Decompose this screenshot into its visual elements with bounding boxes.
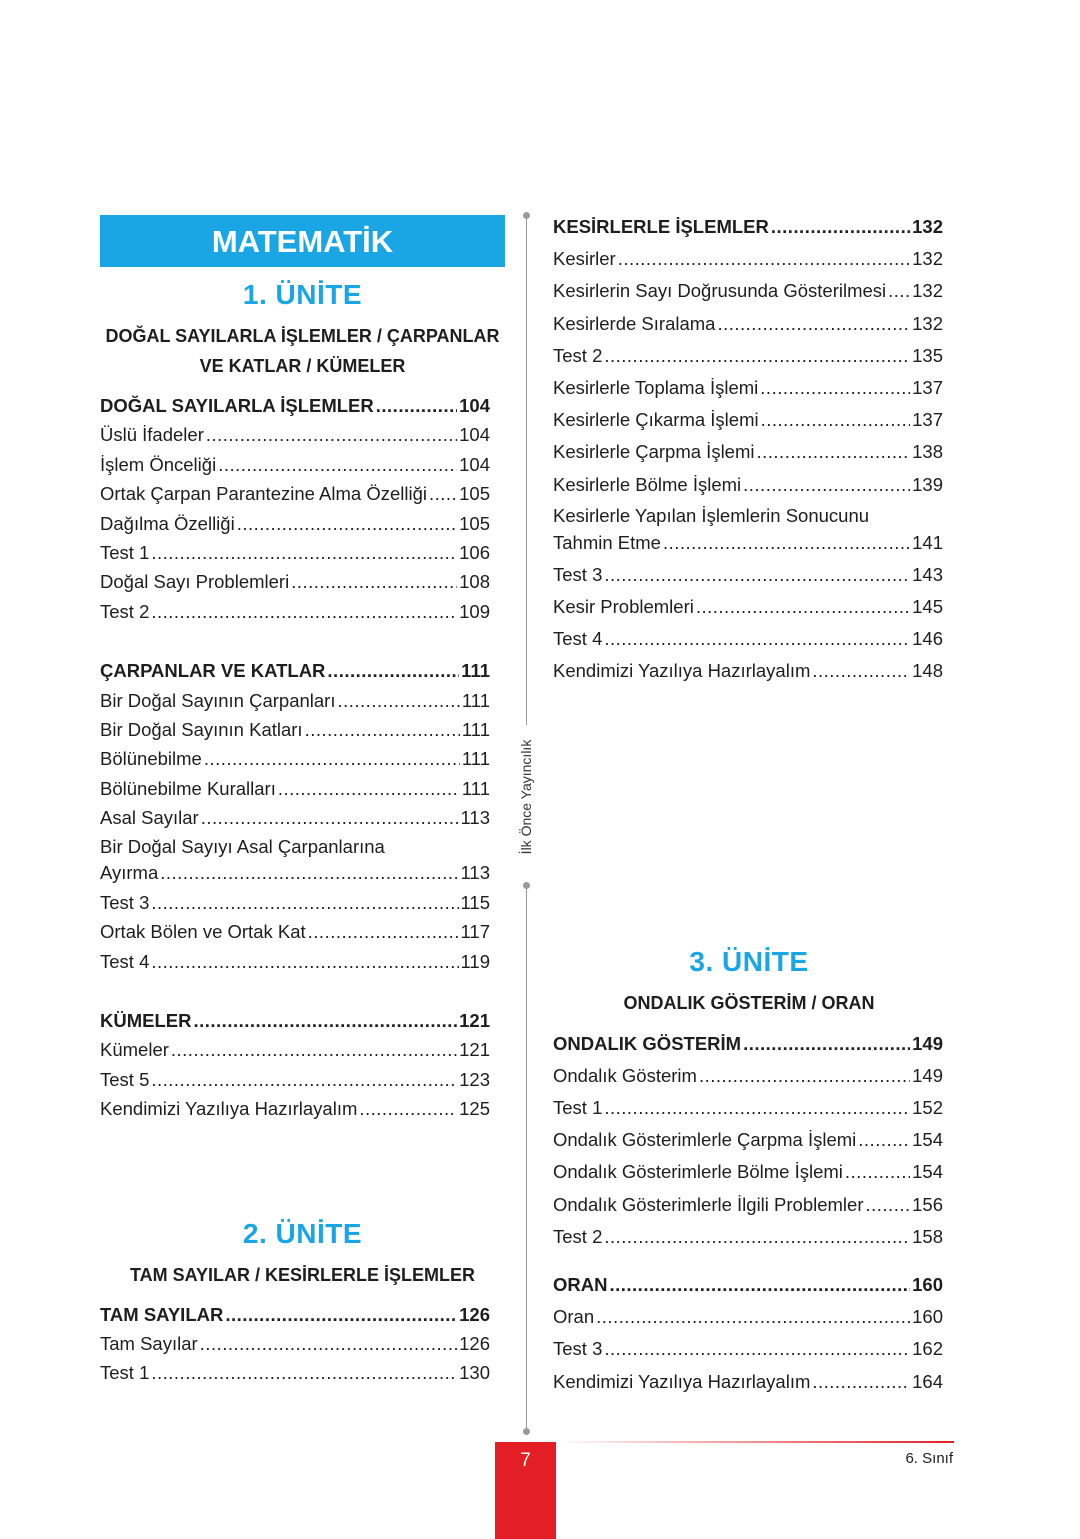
toc-entry[interactable] bbox=[553, 1156, 943, 1188]
toc-entry[interactable] bbox=[553, 1333, 943, 1365]
toc-entry-title: Ondalık Gösterimlerle İlgili Problemler bbox=[553, 1193, 864, 1215]
toc-entry-page: 123 bbox=[459, 1068, 490, 1090]
toc-entry-page: 149 bbox=[912, 1064, 943, 1086]
toc-entry-wrap-line[interactable]: Bir Doğal Sayıyı Asal Çarpanlarına bbox=[100, 836, 385, 858]
toc-entry[interactable] bbox=[553, 243, 943, 275]
toc-entry-page: 111 bbox=[461, 689, 490, 711]
toc-entry-page: 149 bbox=[912, 1032, 943, 1054]
toc-entry[interactable] bbox=[553, 1221, 943, 1253]
dot-leader bbox=[604, 1092, 910, 1124]
toc-entry-title: Doğal Sayı Problemleri bbox=[100, 571, 290, 593]
toc-entry[interactable] bbox=[553, 404, 943, 436]
toc-entry-title: Bölünebilme bbox=[100, 748, 202, 770]
toc-entry-title: Kendimizi Yazılıya Hazırlayalım bbox=[100, 1098, 358, 1120]
unit2-title: 2. ÜNİTE bbox=[242, 1217, 363, 1249]
dot-leader bbox=[618, 243, 910, 275]
toc-heading[interactable] bbox=[100, 1300, 490, 1329]
toc-entry-title: Tam Sayılar bbox=[100, 1332, 198, 1354]
toc-entry[interactable] bbox=[553, 1301, 943, 1333]
toc-entry-page: 141 bbox=[912, 531, 943, 553]
dot-leader bbox=[760, 372, 910, 404]
toc-entry-page: 126 bbox=[459, 1303, 490, 1325]
dot-leader bbox=[151, 1065, 457, 1094]
toc-entry-title: Test 2 bbox=[100, 600, 150, 622]
toc-entry[interactable] bbox=[553, 1189, 943, 1221]
dot-leader bbox=[337, 686, 459, 715]
dot-leader bbox=[206, 420, 457, 449]
dot-leader bbox=[604, 623, 910, 655]
toc-entry[interactable] bbox=[100, 947, 490, 976]
dot-leader bbox=[696, 591, 910, 623]
dot-leader bbox=[604, 1333, 910, 1365]
toc-entry-title: Ortak Çarpan Parantezine Alma Özelliği bbox=[100, 483, 427, 505]
toc-entry[interactable] bbox=[100, 917, 490, 946]
dot-leader bbox=[201, 803, 459, 832]
toc-entry-title: Kesirlerle Çıkarma İşlemi bbox=[553, 409, 759, 431]
toc-entry[interactable] bbox=[553, 340, 943, 372]
dot-leader bbox=[200, 1329, 457, 1358]
toc-entry-page: 135 bbox=[912, 344, 943, 366]
dot-leader bbox=[604, 340, 910, 372]
publisher-side-text: İlk Önce Yayıncılık bbox=[518, 739, 534, 855]
toc-entry-page: 105 bbox=[459, 483, 490, 505]
toc-entry-page: 132 bbox=[912, 280, 943, 302]
toc-entry-title: Kesirlerle Bölme İşlemi bbox=[553, 473, 742, 495]
toc-entry-title: Bölünebilme Kuralları bbox=[100, 777, 276, 799]
toc-entry-page: 125 bbox=[459, 1098, 490, 1120]
column-divider-bottom bbox=[526, 885, 527, 1430]
unit3-title: 3. ÜNİTE bbox=[689, 945, 809, 977]
dot-leader bbox=[717, 308, 910, 340]
toc-entry-page: 111 bbox=[461, 777, 490, 799]
toc-section bbox=[553, 211, 945, 688]
toc-entry-title: Test 3 bbox=[553, 1338, 603, 1360]
toc-entry-page: 108 bbox=[459, 571, 490, 593]
toc-entry-page: 105 bbox=[459, 512, 490, 534]
subject-banner: MATEMATİK bbox=[100, 215, 505, 267]
column-divider-top bbox=[526, 215, 527, 725]
toc-entry-page: 156 bbox=[912, 1193, 943, 1215]
toc-entry-title: Test 5 bbox=[100, 1068, 150, 1090]
dot-leader bbox=[308, 917, 459, 946]
toc-entry[interactable] bbox=[100, 597, 490, 626]
toc-entry-page: 132 bbox=[912, 312, 943, 334]
toc-entry-title: Kesirlerin Sayı Doğrusunda Gösterilmesi bbox=[553, 280, 887, 302]
toc-heading[interactable] bbox=[553, 1269, 943, 1301]
toc-entry-page: 139 bbox=[912, 473, 943, 495]
dot-leader bbox=[596, 1301, 910, 1333]
dot-leader bbox=[663, 527, 910, 559]
toc-entry-page: 126 bbox=[459, 1332, 490, 1354]
toc-entry-page: 137 bbox=[912, 376, 943, 398]
toc-entry-title: Test 4 bbox=[100, 950, 150, 972]
dot-leader bbox=[858, 1124, 910, 1156]
toc-entry-title: Asal Sayılar bbox=[100, 807, 199, 829]
dot-leader bbox=[151, 947, 458, 976]
toc-entry-title: DOĞAL SAYILARLA İŞLEMLER bbox=[100, 395, 374, 416]
dot-leader bbox=[225, 1300, 457, 1329]
toc-entry-title: KESİRLERLE İŞLEMLER bbox=[553, 216, 769, 237]
dot-leader bbox=[771, 211, 910, 243]
dot-leader bbox=[151, 1358, 457, 1387]
toc-entry-title: Kesirlerle Toplama İşlemi bbox=[553, 376, 759, 398]
toc-section bbox=[100, 391, 505, 626]
dot-leader bbox=[151, 597, 457, 626]
toc-heading[interactable] bbox=[100, 656, 490, 685]
toc-entry-page: 154 bbox=[912, 1129, 943, 1151]
toc-entry-title: Kesir Problemleri bbox=[553, 596, 694, 618]
toc-entry-title: Bir Doğal Sayının Katları bbox=[100, 718, 303, 740]
toc-entry-title: ÇARPANLAR VE KATLAR bbox=[100, 660, 326, 682]
toc-entry-title: Kesirler bbox=[553, 248, 616, 270]
toc-entry-page: 104 bbox=[459, 395, 490, 416]
dot-leader bbox=[845, 1156, 910, 1188]
dot-leader bbox=[604, 559, 910, 591]
dot-leader bbox=[193, 1006, 457, 1035]
toc-entry-page: 160 bbox=[912, 1273, 943, 1295]
toc-entry-page: 130 bbox=[459, 1362, 490, 1384]
toc-entry[interactable] bbox=[100, 888, 490, 917]
toc-entry-title: Ortak Bölen ve Ortak Kat bbox=[100, 921, 306, 943]
toc-entry-page: 158 bbox=[912, 1225, 943, 1247]
toc-heading[interactable] bbox=[100, 1006, 490, 1035]
toc-entry-page: 119 bbox=[460, 950, 490, 972]
toc-entry[interactable] bbox=[553, 623, 943, 655]
toc-entry-title: Ayırma bbox=[100, 862, 159, 884]
toc-entry[interactable] bbox=[553, 372, 943, 404]
toc-entry-page: 104 bbox=[459, 453, 490, 475]
unit1-subtitle-line2: VE KATLAR / KÜMELER bbox=[199, 356, 406, 376]
toc-section bbox=[100, 1300, 505, 1388]
toc-entry[interactable] bbox=[100, 1358, 490, 1387]
toc-entry[interactable] bbox=[100, 450, 490, 479]
divider-dot-bottom bbox=[523, 1428, 530, 1435]
toc-entry-title: Test 2 bbox=[553, 344, 603, 366]
dot-leader bbox=[888, 275, 910, 307]
unit1-title: 1. ÜNİTE bbox=[242, 279, 363, 310]
dot-leader bbox=[171, 1035, 457, 1064]
toc-entry[interactable] bbox=[553, 559, 943, 591]
toc-entry[interactable] bbox=[100, 774, 490, 803]
page-number: 7 bbox=[520, 1450, 531, 1471]
dot-leader bbox=[204, 744, 460, 773]
toc-entry-title: Kendimizi Yazılıya Hazırlayalım bbox=[553, 660, 811, 682]
dot-leader bbox=[812, 1366, 910, 1398]
dot-leader bbox=[305, 715, 460, 744]
dot-leader bbox=[359, 1094, 457, 1123]
toc-entry[interactable] bbox=[553, 436, 943, 468]
toc-entry-page: 162 bbox=[912, 1338, 943, 1360]
toc-entry-page: 146 bbox=[912, 628, 943, 650]
dot-leader bbox=[327, 656, 459, 685]
toc-entry-page: 117 bbox=[460, 921, 490, 943]
toc-entry-page: 113 bbox=[460, 862, 490, 884]
toc-heading[interactable] bbox=[100, 391, 490, 420]
right-column bbox=[553, 211, 945, 1398]
toc-entry-title: Kesirlerle Çarpma İşlemi bbox=[553, 441, 755, 463]
dot-leader bbox=[743, 469, 910, 501]
toc-entry-title: KÜMELER bbox=[100, 1010, 192, 1032]
toc-entry-title: Oran bbox=[553, 1306, 595, 1328]
toc-entry[interactable] bbox=[100, 715, 490, 744]
dot-leader bbox=[757, 436, 911, 468]
unit2-subtitle: TAM SAYILAR / KESİRLERLE İŞLEMLER bbox=[129, 1264, 476, 1285]
dot-leader bbox=[429, 479, 457, 508]
toc-section bbox=[553, 1269, 945, 1398]
unit1-subtitle bbox=[100, 321, 505, 381]
toc-entry[interactable] bbox=[553, 591, 943, 623]
toc-entry[interactable] bbox=[100, 1035, 490, 1064]
toc-entry-title: Bir Doğal Sayının Çarpanları bbox=[100, 689, 336, 711]
toc-section bbox=[553, 1028, 945, 1253]
toc-entry-title: Kendimizi Yazılıya Hazırlayalım bbox=[553, 1370, 811, 1392]
toc-entry-page: 111 bbox=[461, 748, 490, 770]
toc-entry-page: 115 bbox=[460, 891, 490, 913]
unit3-subtitle: ONDALIK GÖSTERİM / ORAN bbox=[623, 992, 875, 1013]
toc-entry[interactable] bbox=[100, 1329, 490, 1358]
toc-entry-page: 111 bbox=[461, 660, 490, 682]
dot-leader bbox=[812, 655, 910, 687]
toc-entry-page: 104 bbox=[459, 424, 490, 446]
toc-entry-title: ONDALIK GÖSTERİM bbox=[553, 1032, 742, 1054]
toc-entry-page: 152 bbox=[912, 1097, 943, 1118]
toc-entry-title: Kesirlerde Sıralama bbox=[553, 312, 716, 334]
toc-entry-title: İşlem Önceliği bbox=[100, 453, 217, 475]
toc-entry-page: 148 bbox=[912, 660, 943, 682]
footer-line bbox=[556, 1441, 954, 1443]
dot-leader bbox=[699, 1060, 910, 1092]
toc-entry-page: 109 bbox=[459, 600, 490, 622]
toc-entry-page: 138 bbox=[912, 441, 943, 463]
toc-entry[interactable] bbox=[100, 420, 490, 449]
dot-leader bbox=[609, 1269, 910, 1301]
toc-entry[interactable] bbox=[100, 803, 490, 832]
toc-entry-page: 106 bbox=[459, 541, 490, 563]
toc-entry-title: Tahmin Etme bbox=[553, 531, 661, 553]
toc-heading[interactable] bbox=[553, 1028, 943, 1060]
dot-leader bbox=[278, 774, 460, 803]
toc-entry[interactable] bbox=[553, 1092, 943, 1124]
grade-label: 6. Sınıf bbox=[905, 1450, 953, 1467]
toc-entry-title: Ondalık Gösterim bbox=[553, 1064, 697, 1086]
toc-entry[interactable] bbox=[553, 655, 943, 687]
toc-entry[interactable] bbox=[553, 1124, 943, 1156]
toc-entry-page: 121 bbox=[459, 1010, 490, 1032]
toc-entry-page: 132 bbox=[912, 248, 943, 270]
dot-leader bbox=[151, 538, 457, 567]
toc-entry-title: Test 4 bbox=[553, 628, 603, 650]
dot-leader bbox=[376, 391, 457, 420]
dot-leader bbox=[761, 404, 911, 436]
toc-entry-title: Test 3 bbox=[100, 891, 150, 913]
toc-entry-title: Test 1 bbox=[100, 1362, 150, 1384]
toc-entry-title: Dağılma Özelliği bbox=[100, 512, 235, 534]
toc-entry[interactable] bbox=[553, 275, 943, 307]
toc-entry-title: Test 3 bbox=[553, 563, 603, 585]
toc-section bbox=[100, 656, 505, 976]
toc-entry-title: Kümeler bbox=[100, 1039, 169, 1061]
toc-entry[interactable] bbox=[553, 1060, 943, 1092]
dot-leader bbox=[866, 1189, 911, 1221]
toc-entry[interactable] bbox=[553, 527, 943, 559]
dot-leader bbox=[604, 1221, 910, 1253]
toc-entry-page: 154 bbox=[912, 1161, 943, 1183]
toc-entry[interactable] bbox=[553, 1366, 943, 1398]
toc-entry-page: 164 bbox=[912, 1370, 943, 1392]
toc-entry-wrap-line[interactable]: Kesirlerle Yapılan İşlemlerin Sonucunu bbox=[553, 504, 870, 526]
unit1-subtitle-line1: DOĞAL SAYILARLA İŞLEMLER / ÇARPANLAR bbox=[105, 326, 500, 346]
toc-entry[interactable] bbox=[100, 1065, 490, 1094]
dot-leader bbox=[160, 858, 458, 887]
dot-leader bbox=[743, 1028, 910, 1060]
toc-entry[interactable] bbox=[100, 1094, 490, 1123]
toc-entry[interactable] bbox=[100, 479, 490, 508]
toc-entry-title: Test 2 bbox=[553, 1225, 603, 1247]
toc-entry-title: Ondalık Gösterimlerle Bölme İşlemi bbox=[553, 1161, 843, 1183]
toc-entry[interactable] bbox=[553, 308, 943, 340]
toc-entry[interactable] bbox=[553, 469, 943, 501]
toc-entry[interactable] bbox=[100, 567, 490, 596]
toc-entry-page: 132 bbox=[912, 216, 943, 237]
dot-leader bbox=[151, 888, 458, 917]
toc-entry-page: 145 bbox=[912, 596, 943, 618]
toc-entry[interactable] bbox=[100, 744, 490, 773]
toc-entry-title: Ondalık Gösterimlerle Çarpma İşlemi bbox=[553, 1129, 857, 1151]
toc-entry-page: 111 bbox=[461, 718, 490, 740]
dot-leader bbox=[291, 567, 457, 596]
toc-entry-page: 160 bbox=[912, 1306, 943, 1328]
toc-entry[interactable] bbox=[100, 858, 490, 887]
toc-entry-page: 121 bbox=[459, 1039, 490, 1061]
toc-entry[interactable] bbox=[100, 509, 490, 538]
toc-entry-title: ORAN bbox=[553, 1273, 608, 1295]
toc-entry-page: 143 bbox=[912, 563, 943, 585]
dot-leader bbox=[237, 509, 457, 538]
toc-section bbox=[100, 1006, 505, 1124]
toc-entry-title: Test 1 bbox=[553, 1097, 603, 1118]
toc-entry[interactable] bbox=[100, 686, 490, 715]
toc-entry-page: 113 bbox=[460, 807, 490, 829]
left-column bbox=[100, 215, 505, 1388]
toc-heading[interactable] bbox=[553, 211, 943, 243]
toc-entry-title: Test 1 bbox=[100, 541, 150, 563]
toc-entry-title: Üslü İfadeler bbox=[100, 424, 204, 446]
dot-leader bbox=[218, 450, 457, 479]
toc-entry-page: 137 bbox=[912, 409, 943, 431]
toc-entry[interactable] bbox=[100, 538, 490, 567]
toc-entry-title: TAM SAYILAR bbox=[100, 1303, 224, 1325]
